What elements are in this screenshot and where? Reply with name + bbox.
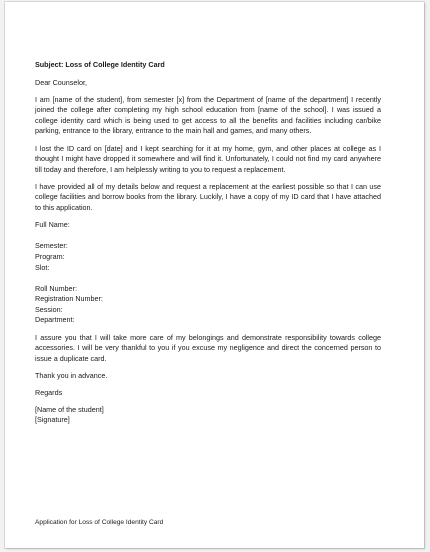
field-full-name: Full Name: xyxy=(35,220,70,230)
paragraph-introduction: I am [name of the student], from semester [x] from the Department of [name of the department] I recently joined the college after completing my high school education from [name of the school]. I was issued a college identity card which is being used to get access to all the benefits and facilities including car/bike parking, entrance to the library, entrance to the main hall and games, and many others. xyxy=(35,94,381,136)
field-program: Program: xyxy=(35,251,65,261)
field-spacer xyxy=(35,273,381,284)
student-details xyxy=(35,220,381,326)
field-spacer xyxy=(35,231,381,242)
field-department: Department: xyxy=(35,315,75,325)
letter-salutation: Dear Counselor, xyxy=(35,77,87,87)
paragraph-request: I have provided all of my details below and request a replacement at the earliest possible so that I can use college facilities and borrow books from the library. Luckily, I have a copy of my ID card that I have attached to this application. xyxy=(35,181,381,213)
signature-block xyxy=(35,405,381,426)
letter-subject: Subject: Loss of College Identity Card xyxy=(35,60,165,69)
signature-name: [Name of the student] xyxy=(35,404,104,414)
field-slot: Slot: xyxy=(35,262,50,272)
field-semester: Semester: xyxy=(35,241,68,251)
signature-line: [Signature] xyxy=(35,415,70,425)
field-roll-number: Roll Number: xyxy=(35,283,77,293)
page-footer-caption: Application for Loss of College Identity Card xyxy=(35,519,164,526)
paragraph-loss-details: I lost the ID card on [date] and I kept searching for it at my home, gym, and other places at college as I thought I might have dropped it somewhere and will find it. Unfortunately, I could not find my card anywhere till today and therefore, I am helplessly writing to you to request a replacement. xyxy=(35,143,381,174)
letter-thanks: Thank you in advance. xyxy=(35,370,108,380)
paragraph-assurance: I assure you that I will take more care of my belongings and demonstrate responsibility towards college accessories. I will be very thankful to you if you excuse my negligence and direct the concerned person to issue a duplicate card. xyxy=(35,332,381,363)
field-registration-number: Registration Number: xyxy=(35,294,103,304)
letter-body xyxy=(35,60,381,426)
field-session: Session: xyxy=(35,304,63,314)
document-page xyxy=(5,2,424,548)
letter-regards: Regards xyxy=(35,387,63,397)
